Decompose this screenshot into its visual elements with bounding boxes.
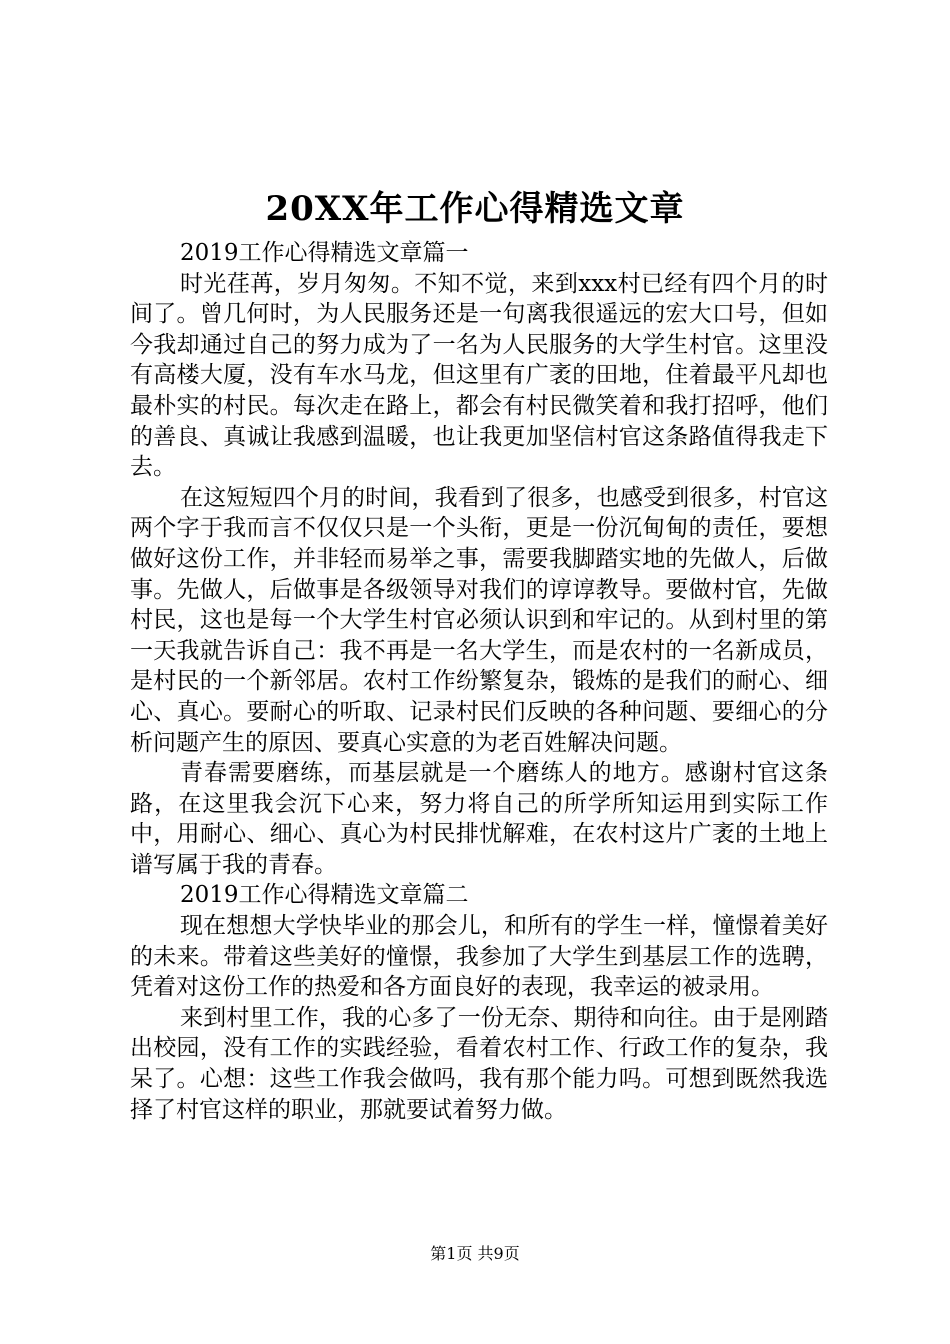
body-paragraph: 现在想想大学快毕业的那会儿，和所有的学生一样，憧憬着美好的未来。带着这些美好的憧憬，我参加了大学生到基层工作的选聘，凭着对这份工作的热爱和各方面良好的表现，我幸运的被录用。	[130, 913, 828, 1001]
page-number-footer: 第1页 共9页	[430, 1244, 520, 1263]
section-heading-1: 2019工作心得精选文章篇一	[180, 240, 469, 266]
document-body	[130, 238, 828, 1125]
body-paragraph: 时光荏苒，岁月匆匆。不知不觉，来到xxx村已经有四个月的时间了。曾几何时，为人民服务还是一句离我很遥远的宏大口号，但如今我却通过自己的努力成为了一名为人民服务的大学生村官。这里没有高楼大厦，没有车水马龙，但这里有广袤的田地，住着最平凡却也最朴实的村民。每次走在路上，都会有村民微笑着和我打招呼，他们的善良、真诚让我感到温暖，也让我更加坚信村官这条路值得我走下去。	[130, 270, 828, 481]
section-heading-2: 2019工作心得精选文章篇二	[180, 882, 469, 909]
body-paragraph: 在这短短四个月的时间，我看到了很多，也感受到很多，村官这两个字于我而言不仅仅只是一个头衔，更是一份沉甸甸的责任，要想做好这份工作，并非轻而易举之事，需要我脚踏实地的先做人，后做事。先做人，后做事是各级领导对我们的谆谆教导。要做村官，先做村民，这也是每一个大学生村官必须认识到和牢记的。从到村里的第一天我就告诉自己：我不再是一名大学生，而是农村的一名新成员，是村民的一个新邻居。农村工作纷繁复杂，锻炼的是我们的耐心、细心、真心。要耐心的听取、记录村民们反映的各种问题、要细心的分析问题产生的原因、要真心实意的为老百姓解决问题。	[130, 484, 828, 756]
body-paragraph: 来到村里工作，我的心多了一份无奈、期待和向往。由于是刚踏出校园，没有工作的实践经验，看着农村工作、行政工作的复杂，我呆了。心想：这些工作我会做吗，我有那个能力吗。可想到既然我选择了村官这样的职业，那就要试着努力做。	[130, 1004, 828, 1123]
document-title: 20XX年工作心得精选文章	[265, 189, 685, 229]
body-paragraph: 青春需要磨练，而基层就是一个磨练人的地方。感谢村官这条路，在这里我会沉下心来，努力将自己的所学所知运用到实际工作中，用耐心、细心、真心为村民排忧解难，在农村这片广袤的土地上谱写属于我的青春。	[130, 760, 828, 878]
